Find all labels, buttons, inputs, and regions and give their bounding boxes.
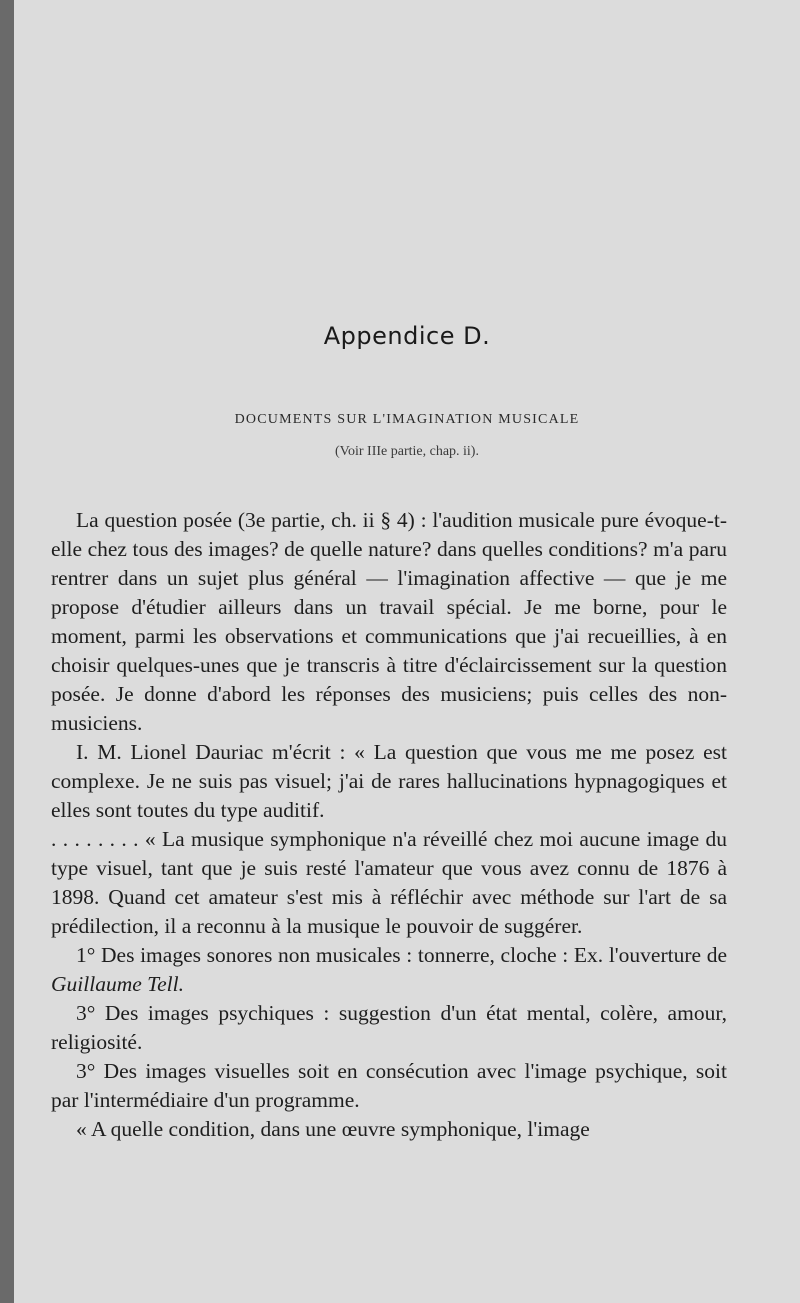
section-subtitle: DOCUMENTS SUR L'IMAGINATION MUSICALE	[234, 412, 580, 427]
book-page	[14, 0, 800, 1303]
paragraph-7: « A quelle condition, dans une œuvre symphonique, l'image	[76, 1117, 590, 1141]
paragraph-4	[51, 941, 727, 999]
paragraph-6: 3° Des images visuelles soit en consécution avec l'image psychique, soit par l'intermédiaire d'un programme.	[51, 1059, 727, 1112]
paragraph-4-text: 1° Des images sonores non musicales : tonnerre, cloche : Ex. l'ouverture de	[76, 943, 727, 967]
paragraph-3-text: « La musique symphonique n'a réveillé chez moi aucune image du type visuel, tant que je suis resté l'amateur que vous avez connu de 1876 à 1898. Quand cet amateur s'est mis à réfléchir avec méthode sur l'art de sa prédilection, il a reconnu à la musique le pouvoir de suggérer.	[51, 827, 728, 938]
paragraph-2: I. M. Lionel Dauriac m'écrit : « La question que vous me me posez est complexe. Je ne suis pas visuel; j'ai de rares hallucinations hypnagogiques et elles sont toutes du type auditif.	[51, 740, 727, 822]
section-reference: (Voir IIIe partie, chap. ii).	[335, 444, 479, 459]
paragraph-3	[51, 825, 727, 941]
paragraph-1: La question posée (3e partie, ch. ii § 4) : l'audition musicale pure évoque-t-elle chez tous des images? de quelle nature? dans quelles conditions? m'a paru rentrer dans un sujet plus général — l'imagination affective — que je me propose d'étudier ailleurs dans un travail spécial. Je me borne, pour le moment, parmi les observations et communications que j'ai recueillies, à en choisir quelques-unes que je transcris à titre d'éclaircissement sur la question posée. Je donne d'abord les réponses des musiciens; puis celles des non-musiciens.	[51, 508, 727, 735]
paragraph-5: 3° Des images psychiques : suggestion d'un état mental, colère, amour, religiosité.	[51, 1001, 727, 1054]
body-text	[51, 506, 727, 1144]
work-title: Guillaume Tell.	[51, 972, 184, 996]
appendix-heading: Appendice D.	[323, 322, 491, 350]
ellipsis-dots: . . . . . . . .	[51, 827, 139, 851]
